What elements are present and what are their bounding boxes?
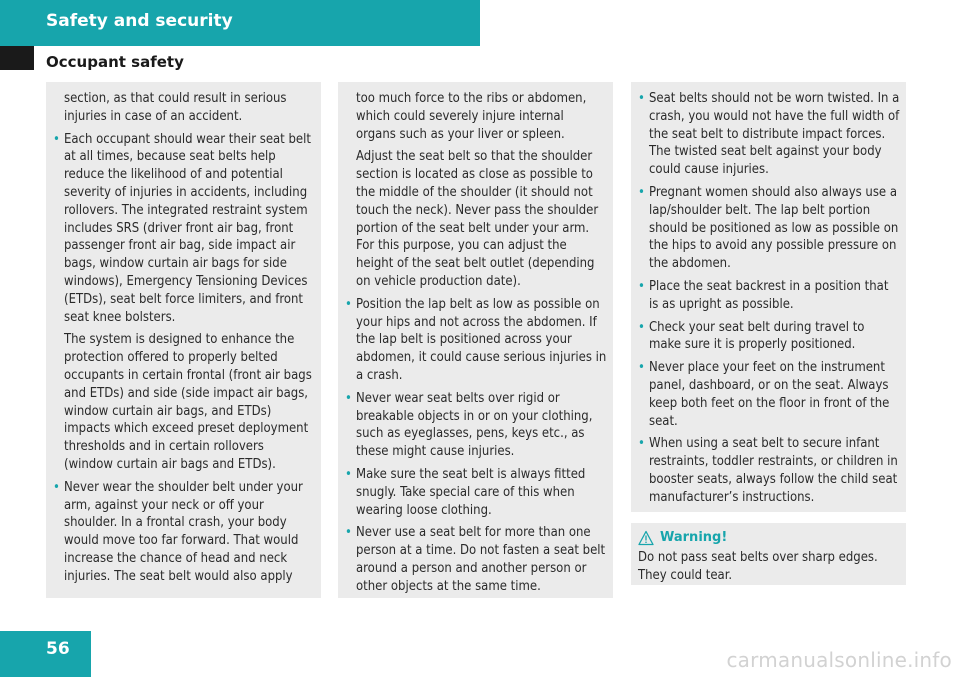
bullet-text: Never place your feet on the instrument panel, dashboard, or on the seat. Always keep both feet on the floor in front of the seat. — [649, 360, 890, 429]
bullet-item — [638, 319, 900, 355]
bullet-dot-icon: • — [345, 525, 352, 541]
bullet-dot-icon: • — [345, 390, 352, 406]
bullet-text: Never use a seat belt for more than one person at a time. Do not fasten a seat belt around a person and another person or other objects at the same time. — [356, 525, 606, 594]
bullet-dot-icon: • — [638, 91, 645, 106]
warning-title: Warning! — [660, 530, 728, 545]
bullet-text: When using a seat belt to secure infant restraints, toddler restraints, or children in booster seats, always follow the child seat manufacturer’s instructions. — [649, 436, 898, 505]
page-number-band — [0, 631, 91, 677]
text-column-3 — [631, 82, 906, 512]
bullet-text: Never wear seat belts over rigid or breakable objects in or on your clothing, such as eyeglasses, pens, keys etc., as these might cause injuries. — [356, 390, 593, 460]
paragraph: The system is designed to enhance the protection offered to properly belted occupants in certain frontal (front air bags and ETDs) and side (side impact air bags, window curtain air bags, and ETDs) impacts which exceed preset deployment thresholds and in certain rollovers (window curtain air bags and ETDs). — [64, 332, 312, 472]
warning-header — [638, 529, 898, 547]
page-subtitle: Occupant safety — [46, 53, 184, 71]
bullet-text: Seat belts should not be worn twisted. In a crash, you would not have the full width of the seat belt to distribute impact forces. The twisted seat belt against your body could cause injuries. — [649, 91, 900, 178]
bullet-dot-icon: • — [345, 466, 352, 482]
bullet-item — [638, 359, 900, 430]
bullet-item — [53, 131, 315, 327]
bullet-item — [638, 435, 900, 506]
bullet-dot-icon: • — [53, 479, 60, 495]
bullet-text: Never wear the shoulder belt under your arm, against your neck or off your shoulder. In a frontal crash, your body would move too far forward. That would increase the chance of head and neck injuries. The seat belt would also apply — [64, 479, 303, 584]
warning-box — [631, 523, 906, 585]
bullet-dot-icon: • — [638, 319, 645, 335]
bullet-text: Pregnant women should also always use a lap/shoulder belt. The lap belt portion should be positioned as low as possible on the hips to avoid any possible pressure on the abdomen. — [649, 184, 899, 272]
bullet-dot-icon: • — [638, 278, 645, 294]
bullet-dot-icon: • — [638, 436, 645, 452]
bullet-dot-icon: • — [638, 360, 645, 376]
bullet-dot-icon: • — [53, 131, 60, 147]
paragraph: Adjust the seat belt so that the shoulder section is located as close as possible to the middle of the shoulder (it should not touch the neck). Never pass the shoulder portion of the seat belt under your arm. For this purpose, you can adjust the height of the seat belt outlet (depending on vehicle production date). — [356, 149, 599, 289]
warning-triangle-icon — [638, 530, 654, 546]
bullet-item — [345, 296, 607, 385]
section-header-band — [0, 0, 480, 46]
page-number: 56 — [46, 639, 70, 659]
bullet-dot-icon: • — [638, 184, 645, 200]
warning-text: Do not pass seat belts over sharp edges. They could tear. — [638, 549, 878, 583]
paragraph: too much force to the ribs or abdomen, which could severely injure internal organs such as your liver or spleen. — [356, 91, 587, 142]
bullet-text: Check your seat belt during travel to make sure it is properly positioned. — [649, 319, 865, 353]
bullet-item — [345, 524, 607, 595]
bullet-text: Place the seat backrest in a position that is as upright as possible. — [649, 278, 889, 312]
bullet-item — [638, 90, 900, 179]
bullet-item — [53, 479, 315, 586]
bullet-text: Each occupant should wear their seat belt at all times, because seat belts help reduce the likelihood of and potential severity of injuries in accidents, including rollovers. The integrated restraint system includes SRS (driver front air bag, front passenger front air bag, side impact air bags, window curtain air bags for side windows), Emergency Tensioning Devices (ETDs), seat belt force limiters, and front seat knee bolsters. — [64, 131, 311, 325]
section-title: Safety and security — [46, 11, 233, 31]
bullet-text: Make sure the seat belt is always fitted snugly. Take special care of this when wearing loose clothing. — [356, 466, 586, 518]
section-marker-tab — [0, 46, 34, 70]
bullet-item — [638, 184, 900, 273]
bullet-item — [345, 390, 607, 461]
bullet-text: Position the lap belt as low as possible on your hips and not across the abdomen. If the lap belt is positioned across your abdomen, it could cause serious injuries in a crash. — [356, 296, 607, 383]
bullet-item — [345, 466, 607, 519]
text-column-1 — [46, 82, 321, 598]
text-column-2 — [338, 82, 613, 598]
paragraph: section, as that could result in serious injuries in case of an accident. — [64, 91, 287, 124]
watermark: carmanualsonline.info — [726, 648, 952, 672]
bullet-item — [638, 278, 900, 314]
bullet-dot-icon: • — [345, 296, 352, 312]
